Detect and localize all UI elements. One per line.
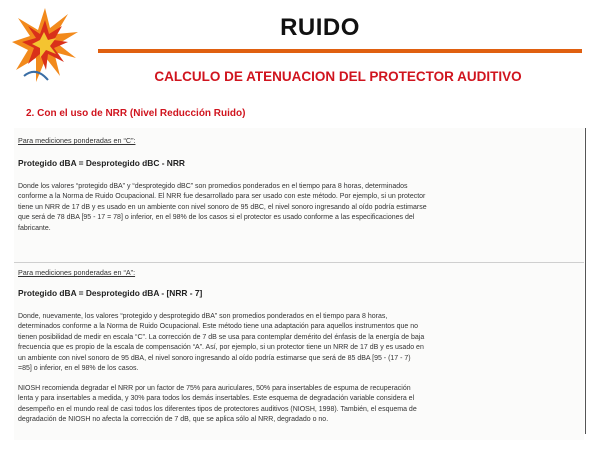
paragraph-line: degradación de NIOSH no afecta la corrección de 7 dB, que se aplica sólo al NRR, degradado o no. — [18, 416, 329, 424]
paragraph-line: conforme a la Norma de Ruido Ocupacional. El NRR fue desarrollado para ser usado con este método. Por ejemplo, si un protector — [18, 193, 426, 201]
paragraph-line: NIOSH recomienda degradar el NRR por un factor de 75% para auriculares, 50% para insertables de espuma de recuperación — [18, 385, 411, 392]
paragraph-line: lenta y para insertables a medida, y 30% para todos los demás insertables. Este esquema de degradación variable considera el — [18, 395, 415, 403]
section-divider — [14, 262, 584, 263]
paragraph-line: tiene un NRR de 17 dB y es usado en un ambiente con nivel sonoro de 95 dBC, el nivel sonoro ingresando al oído podría estimarse — [18, 203, 427, 211]
paragraph-line: determinados conforme a la Norma de Ruido Ocupacional. Este método tiene una adaptación para aquellos instrumentos que no — [18, 323, 419, 331]
niosh-paragraph — [18, 384, 578, 426]
a-weighting-formula: Protegido dBA = Desprotegido dBA - [NRR - 7] — [18, 288, 203, 298]
paragraph-line: un ambiente con nivel sonoro de 95 dBA, el nivel sonoro ingresando al oído podría estimarse que será de 85 dBA [95 - (17 - 7) — [18, 354, 411, 362]
paragraph-line: Donde, nuevamente, los valores “protegido y desprotegido dBA” son promedios ponderados en el tiempo para 8 horas, — [18, 313, 388, 320]
c-weighting-heading: Para mediciones ponderadas en “C”: — [18, 136, 136, 145]
paragraph-line: frecuencia que es propio de la escala de compensación “A”. Así, por ejemplo, si un protector tiene un NRR de 17 dB y es usado en — [18, 344, 424, 352]
section-heading: 2. Con el uso de NRR (Nivel Reducción Ruido) — [26, 108, 246, 119]
c-weighting-formula: Protegido dBA = Desprotegido dBC - NRR — [18, 158, 185, 168]
a-weighting-paragraph — [18, 312, 578, 374]
paragraph-line: tienen posibilidad de medir en escala “C”. La corrección de 7 dB se usa para contemplar demérito del énfasis de la energía de baja — [18, 333, 425, 341]
scan-edge-line — [585, 128, 586, 434]
paragraph-line: desempeño en el mundo real de casi todos los diferentes tipos de protectores auditivos (NIOSH, 1998). También, el esquema de — [18, 405, 417, 413]
paragraph-line: =85] o inferior, en el 98% de los casos. — [18, 365, 139, 373]
a-weighting-heading: Para mediciones ponderadas en “A”: — [18, 268, 136, 277]
paragraph-line: fabricante. — [18, 224, 51, 232]
scanned-text-block — [14, 128, 584, 440]
c-weighting-paragraph — [18, 182, 578, 234]
page-title: RUIDO — [280, 14, 360, 41]
paragraph-line: Donde los valores “protegido dBA” y “desprotegido dBC” son promedios ponderados en el tiempo para 8 horas, determinados — [18, 183, 408, 190]
slide-subtitle: CALCULO DE ATENUACION DEL PROTECTOR AUDITIVO — [154, 69, 522, 84]
paragraph-line: que será de 78 dBA [95 - 17 = 78] o inferior, en el 98% de los casos si el protector es usado conforme a las especificaciones del — [18, 214, 415, 222]
title-divider — [98, 49, 582, 53]
